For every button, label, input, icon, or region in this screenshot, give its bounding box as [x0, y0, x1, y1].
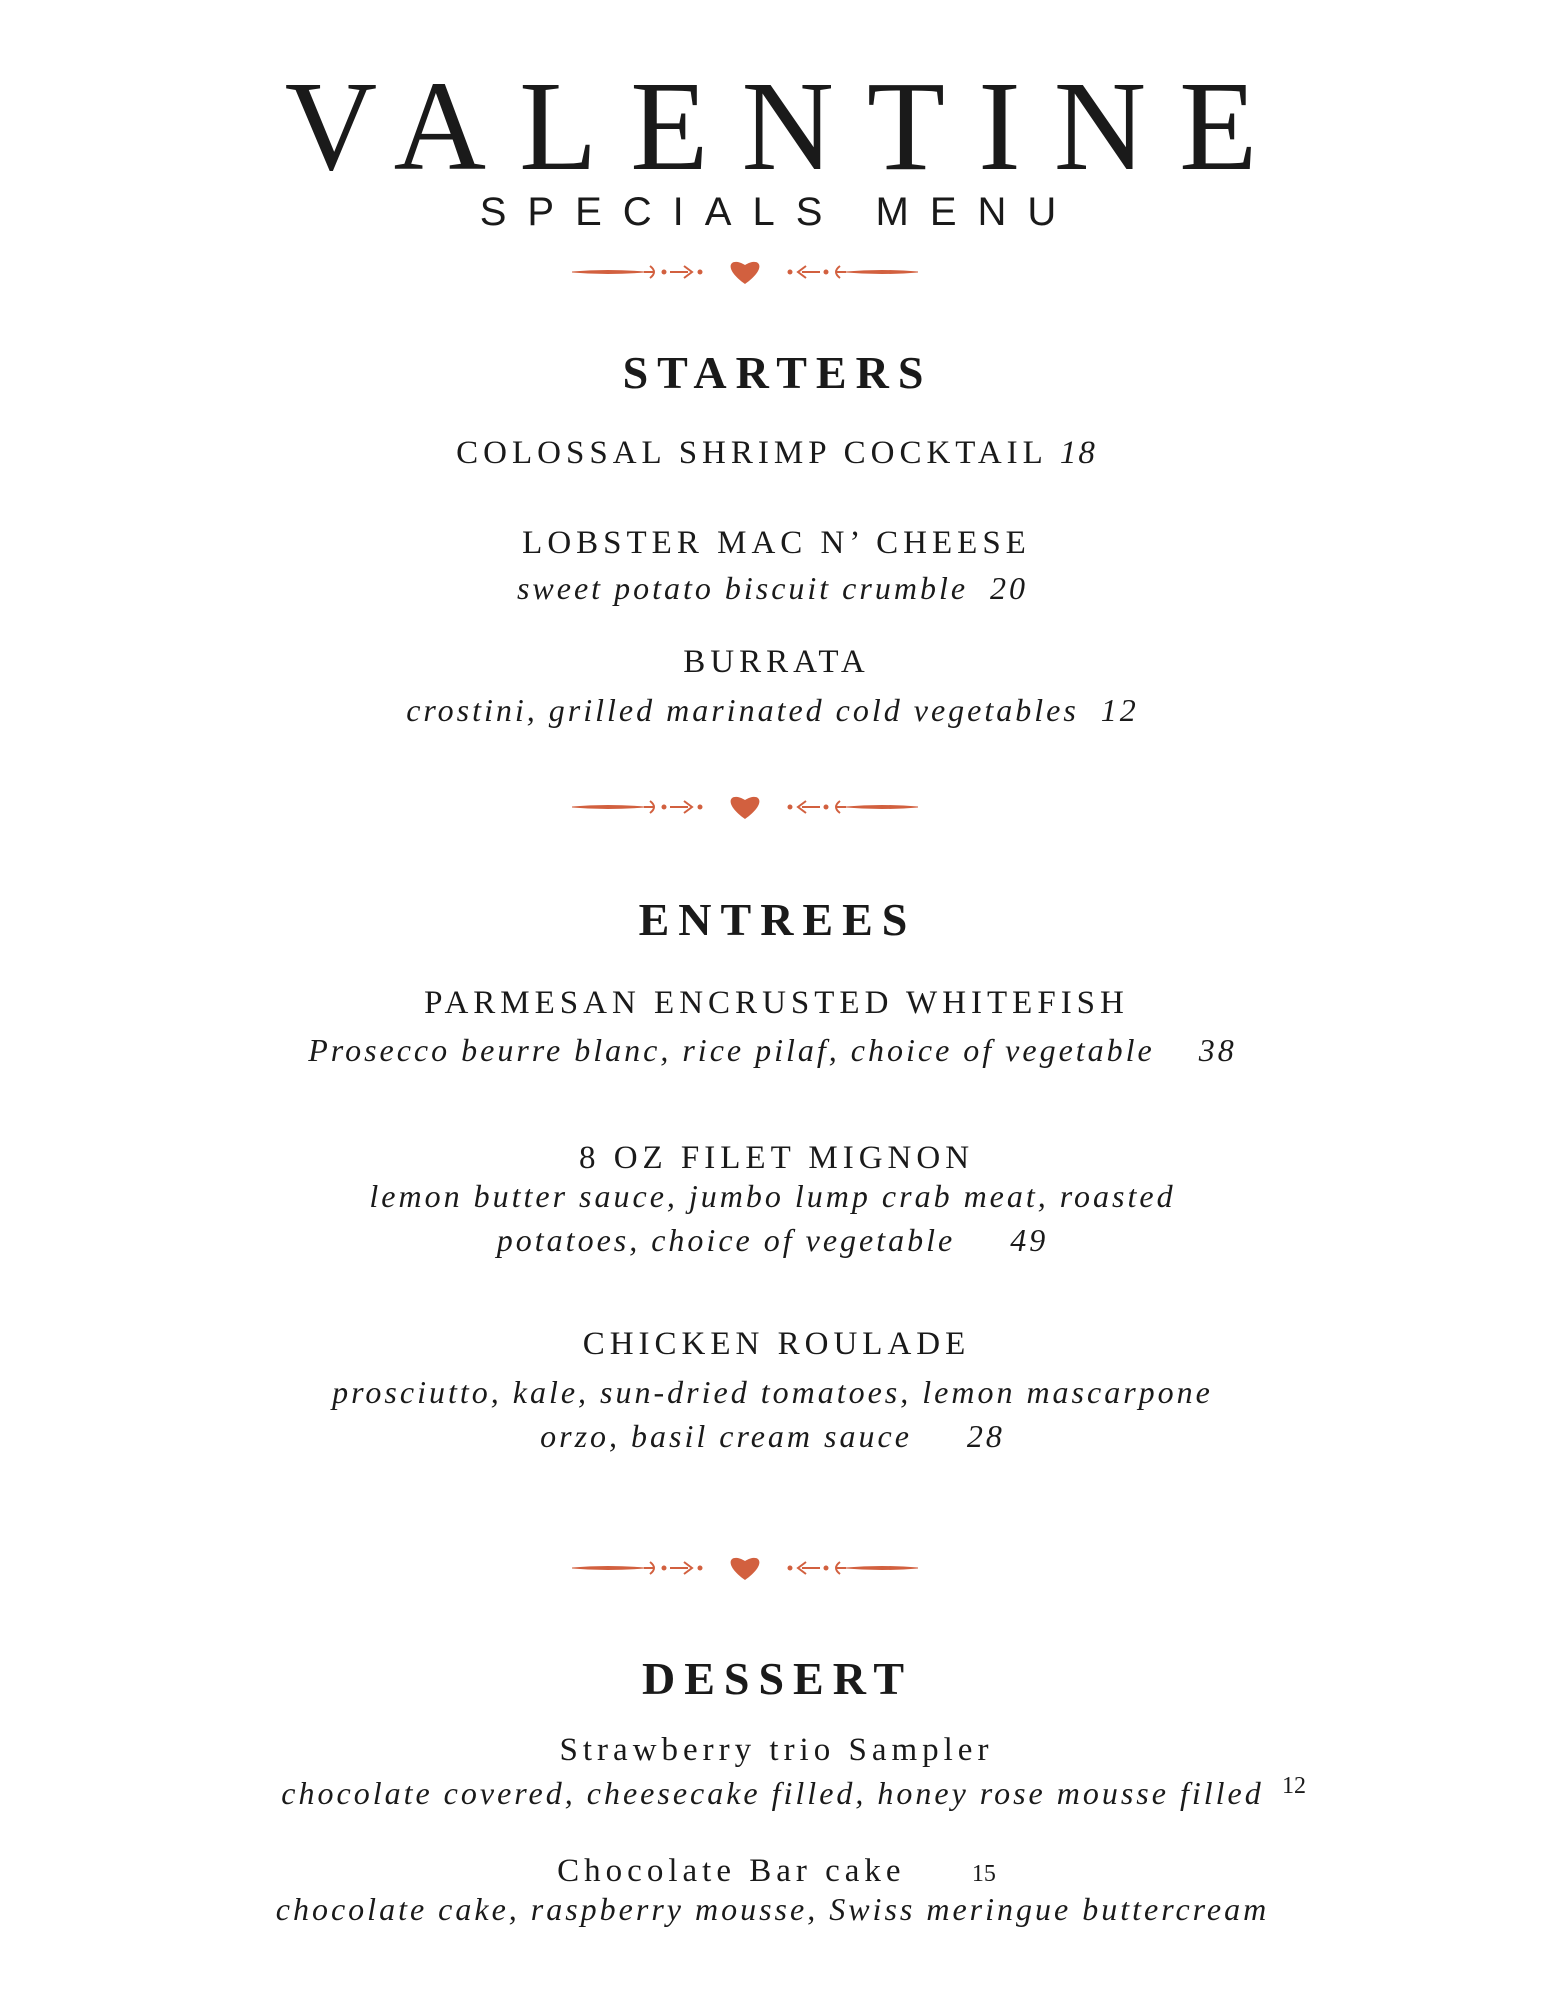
menu-item-price: 18 [1059, 435, 1097, 471]
menu-subtitle: SPECIALS MENU [479, 190, 1078, 234]
menu-item-description-text: sweet potato biscuit crumble [516, 570, 969, 606]
menu-item-name: BURRATA [683, 644, 870, 680]
menu-item-description: lemon butter sauce, jumbo lump crab meat, roasted [369, 1178, 1176, 1214]
menu-item-name-text: COLOSSAL SHRIMP COCKTAIL [456, 435, 1047, 471]
menu-item-name [0, 1855, 1545, 1888]
menu-item-price: 12 [1282, 1773, 1306, 1799]
menu-item-description [0, 694, 1545, 726]
heart-ornament-icon [572, 1548, 918, 1588]
menu-item-price: 49 [1010, 1222, 1049, 1258]
heart-ornament-icon [572, 787, 918, 827]
menu-item-price: 12 [1100, 692, 1139, 728]
menu-item-description-text: crostini, grilled marinated cold vegetables [406, 692, 1079, 728]
menu-item-description-text: potatoes, choice of vegetable [496, 1222, 956, 1258]
menu-item-name: PARMESAN ENCRUSTED WHITEFISH [424, 985, 1129, 1021]
menu-item-description: prosciutto, kale, sun-dried tomatoes, lemon mascarpone [332, 1374, 1213, 1410]
menu-item-name: CHICKEN ROULADE [582, 1326, 971, 1362]
heart-ornament-icon [572, 252, 918, 292]
menu-item-description-text: orzo, basil cream sauce [540, 1418, 912, 1454]
menu-title: VALENTINE [284, 55, 1291, 197]
menu-item-name-text: Chocolate Bar cake [557, 1853, 906, 1889]
menu-item-name: 8 OZ FILET MIGNON [578, 1140, 975, 1176]
menu-item-price: 15 [971, 1861, 996, 1887]
menu-item-name: Strawberry trio Sampler [559, 1732, 994, 1768]
menu-item-description: chocolate cake, raspberry mousse, Swiss meringue buttercream [275, 1891, 1270, 1927]
menu-item-description: chocolate covered, cheesecake filled, honey rose mousse filled [281, 1775, 1264, 1811]
menu-item-description [0, 1034, 1545, 1066]
menu-item-price: 20 [990, 570, 1029, 606]
menu-item-description [0, 1224, 1545, 1256]
menu-item-name: LOBSTER MAC N’ CHEESE [522, 525, 1031, 561]
section-heading-entrees: ENTREES [638, 894, 917, 945]
menu-item-name [0, 437, 1545, 470]
menu-item-description [0, 1420, 1545, 1452]
menu-item-description [0, 572, 1545, 604]
menu-item-description-text: Prosecco beurre blanc, rice pilaf, choice of vegetable [308, 1032, 1155, 1068]
section-heading-dessert: DESSERT [641, 1653, 914, 1704]
section-heading-starters: STARTERS [622, 347, 933, 398]
menu-item-price: 28 [966, 1418, 1005, 1454]
menu-item-price: 38 [1198, 1032, 1237, 1068]
